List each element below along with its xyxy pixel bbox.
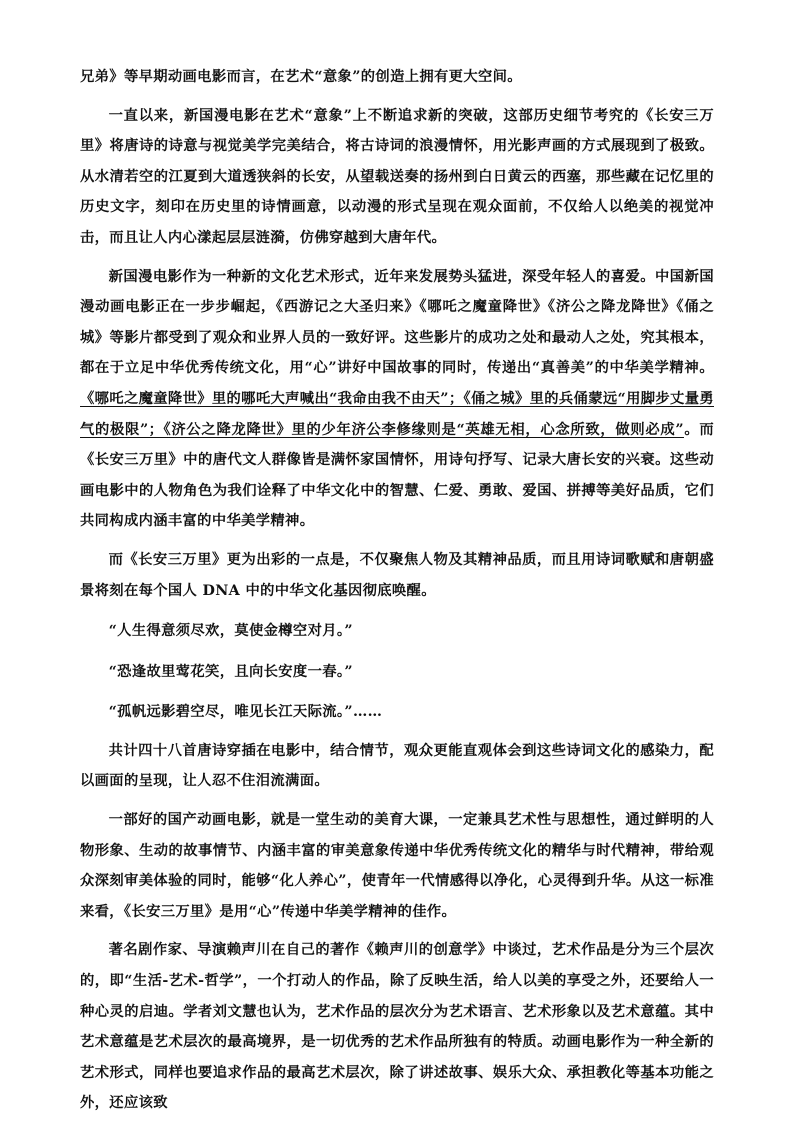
paragraph-new-animation — [80, 262, 714, 537]
document-page — [80, 62, 715, 1112]
paragraph-art-levels: 著名剧作家、导演赖声川在自己的著作《赖声川的创意学》中谈过，艺术作品是分为三个层次的，即“生活-艺术-哲学”，一个打动人的作品，除了反映生活，给人以美的享受之外，还要给人一种心灵的启迪。学者刘文慧也认为，艺术作品的层次分为艺术语言、艺术形象以及艺术意蕴。其中艺术意蕴是艺术层次的最高境界，是一切优秀的艺术作品所独有的特质。动画电影作为一种全新的艺术形式，同样也要追求作品的最高艺术层次，除了讲述故事、娱乐大众、承担教化等基本功能之外，还应该致 — [80, 942, 714, 1112]
poem-quote-3: “孤帆远影碧空尽，唯见长江天际流。”…… — [108, 704, 383, 721]
paragraph-artistic-imagery: 一直以来，新国漫电影在艺术“意象”上不断追求新的突破，这部历史细节考究的《长安三万里》将唐诗的诗意与视觉美学完美结合，将古诗词的浪漫情怀，用光影声画的方式展现到了极致。从水清若空的江夏到大道透狭斜的长安，从望载送奏的扬州到白日黄云的西塞，那些藏在记忆里的历史文字，刻印在历史里的诗情画意，以动漫的形式呈现在观众面前，不仅给人以绝美的视觉冲击，而且让人内心漾起层层涟漪，仿佛穿越到大唐年代。 — [80, 107, 714, 246]
paragraph-new-animation-text: 新国漫电影作为一种新的文化艺术形式，近年来发展势头猛进，深受年轻人的喜爱。中国新国漫动画电影正在一步步崛起，《西游记之大圣归来》《哪吒之魔童降世》《济公之降龙降世》《俑之城》等影片都受到了观众和业界人员的一致好评。这些影片的成功之处和最动人之处，究其根本，都在于立足中华优秀传统文化，用“心”讲好中国故事的同时，传递出“真善美”的中华美学精神。 — [80, 268, 714, 377]
paragraph-continuation: 兄弟》等早期动画电影而言，在艺术“意象”的创造上拥有更大空间。 — [80, 69, 522, 85]
paragraph-new-animation-tail: 。而《长安三万里》中的唐代文人群像皆是满怀家国情怀，用诗句抒写、记录大唐长安的兴衰。这些动画电影中的人物角色为我们诠释了中华文化中的智慧、仁爱、勇敢、爱国、拼搏等美好品质，它们共同构成内涵丰富的中华美学精神。 — [80, 421, 715, 530]
poem-quote-2: “恐逢故里莺花笑，且向长安度一春。” — [108, 663, 353, 680]
underlined-quotes: 《哪吒之魔童降世》里的哪吒大声喊出“我命由我不由天”；《俑之城》里的兵俑蒙远“用脚步丈量勇气的极限”；《济公之降龙降世》里的少年济公李修缘则是“英雄无相，心念所致，做则必成” — [80, 390, 714, 438]
paragraph-aesthetic-education: 一部好的国产动画电影，就是一堂生动的美育大课，一定兼具艺术性与思想性，通过鲜明的人物形象、生动的故事情节、内涵丰富的审美意象传递中华优秀传统文化的精华与时代精神，带给观众深刻审美体验的同时，能够“化人养心”，使青年一代情感得以净化，心灵得到升华。从这一标准来看，《长安三万里》是用“心”传递中华美学精神的佳作。 — [80, 812, 714, 920]
poem-quote-1: “人生得意须尽欢，莫使金樽空对月。” — [108, 623, 353, 640]
paragraph-poetry-highlight: 而《长安三万里》更为出彩的一点是，不仅聚焦人物及其精神品质，而且用诗词歌赋和唐朝盛景将刻在每个国人 DNA 中的中华文化基因彻底唤醒。 — [80, 551, 714, 599]
paragraph-forty-eight-poems: 共计四十八首唐诗穿插在电影中，结合情节，观众更能直观体会到这些诗词文化的感染力，配以画面的呈现，让人忍不住泪流满面。 — [80, 742, 714, 790]
